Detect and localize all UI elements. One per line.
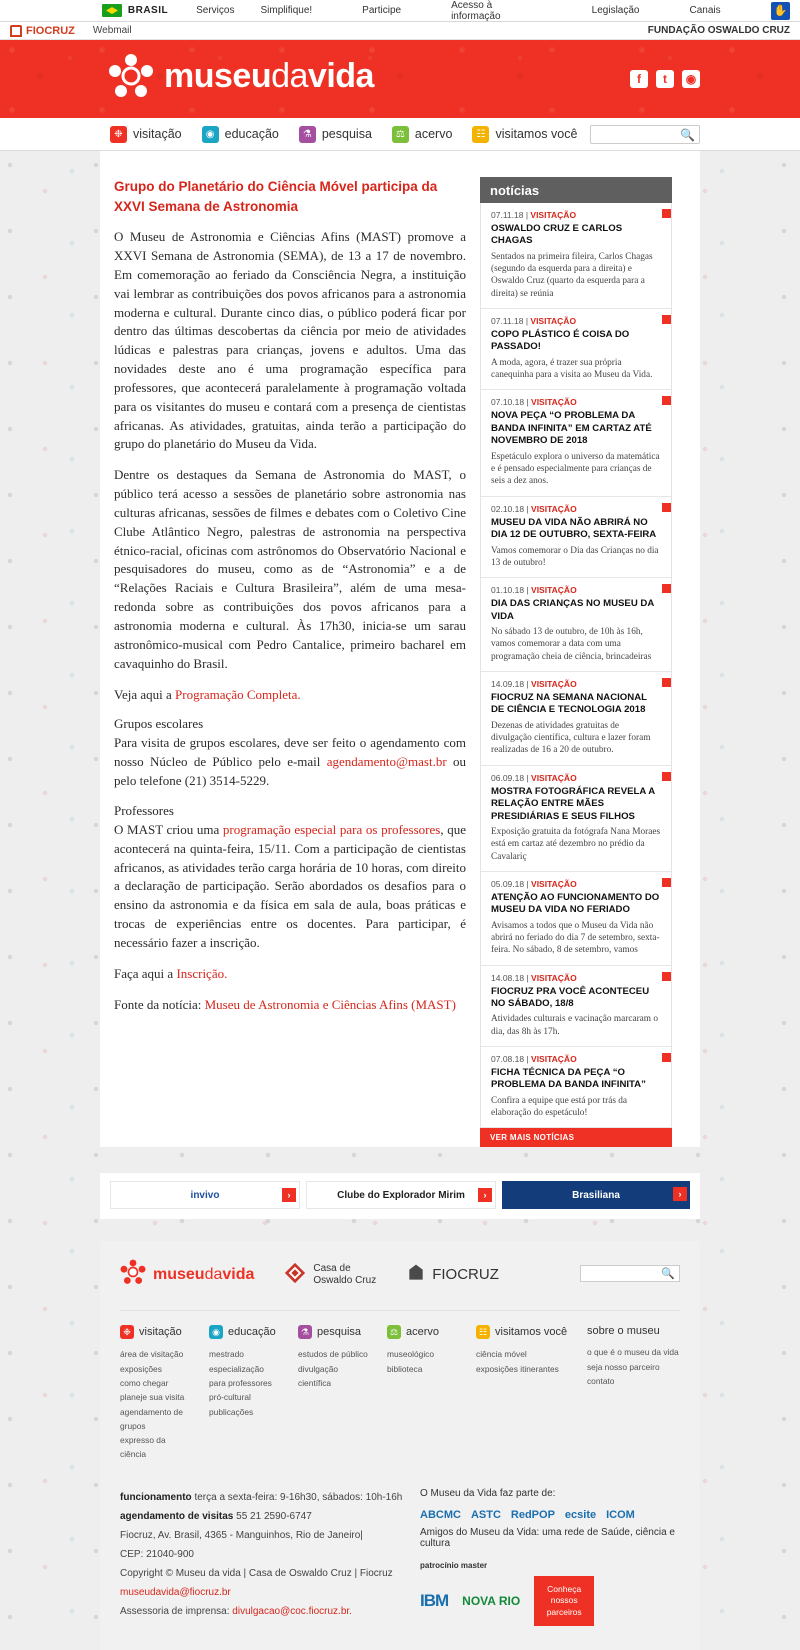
flower-icon: ❉	[120, 1325, 134, 1339]
news-category: VISITAÇÃO	[531, 585, 577, 596]
grupos-escolares-text	[114, 734, 466, 791]
invivo-banner-label: invivo	[190, 1189, 220, 1201]
fiocruz-logo-label: FIOCRUZ	[26, 24, 75, 37]
professores-heading: Professores	[114, 802, 174, 818]
news-date: 02.10.18	[491, 503, 525, 514]
arrow-icon	[662, 396, 671, 405]
footer-column-visitacao	[120, 1325, 191, 1461]
footer-link[interactable]: publicações	[209, 1406, 254, 1417]
fonte-line	[114, 996, 466, 1015]
page-body	[0, 151, 800, 1650]
footer-contact-block	[120, 1488, 420, 1626]
search-icon[interactable]: 🔍	[661, 1268, 675, 1281]
clube-banner-label: Clube do Explorador Mirim	[337, 1189, 465, 1201]
news-meta: 05.09.18 | VISITAÇÃO	[491, 878, 577, 889]
professores-text-2: , que acontecerá na quinta-feira, 15/11. Com a participação de cientistas africanos, as atividades terão carga horária de 10 horas, com direito a declaração de participação. Serão abordados os desafios para o ensino da astronomia e da física em sala de aula, boas práticas e trocas de experiências entre os docentes. Para participar, é necessário fazer a inscrição.	[114, 821, 466, 950]
footer-link[interactable]: como chegar	[120, 1378, 169, 1389]
footer-column-title: acervo	[406, 1326, 440, 1339]
brazil-flag-icon	[102, 4, 122, 17]
footer-column-head[interactable]	[476, 1325, 569, 1339]
news-list	[480, 203, 672, 1128]
footer-column-acervo	[387, 1325, 458, 1461]
arrow-icon: ›	[673, 1187, 687, 1201]
news-title[interactable]: ATENÇÃO AO FUNCIONAMENTO DO MUSEU DA VIDA NO FERIADO	[491, 891, 660, 916]
search-input[interactable]	[590, 125, 700, 144]
instagram-icon[interactable]: ◉	[682, 70, 700, 88]
ecsite-logo[interactable]: ecsite	[564, 1508, 597, 1521]
gov-acesso-informacao-link[interactable]: Acesso à informação	[451, 0, 501, 22]
footer-column-title: educação	[228, 1326, 276, 1339]
footer-link[interactable]: ciência móvel	[476, 1349, 527, 1360]
libras-icon[interactable]: ✋	[771, 2, 790, 20]
press-line	[120, 1602, 420, 1621]
news-title[interactable]: MOSTRA FOTOGRÁFICA REVELA A RELAÇÃO ENTRE MÃES PRESIDIÁRIAS E SEUS FILHOS	[491, 785, 655, 822]
hours-line	[120, 1488, 420, 1507]
booking-line	[120, 1507, 420, 1526]
footer-link[interactable]: especialização	[209, 1363, 264, 1374]
news-category: VISITAÇÃO	[531, 678, 577, 689]
footer-link[interactable]: exposições itinerantes	[476, 1363, 559, 1374]
footer-column-head[interactable]	[587, 1325, 680, 1337]
address-line: Fiocruz, Av. Brasil, 4365 - Manguinhos, Rio de Janeiro|	[120, 1529, 363, 1541]
footer-bottom	[100, 1472, 700, 1650]
footer-column-head[interactable]	[298, 1325, 369, 1339]
logo-vida: vida	[307, 57, 374, 95]
gov-participe-link[interactable]: Participe	[362, 5, 402, 16]
news-meta: 07.10.18 | VISITAÇÃO	[491, 397, 577, 408]
arrow-icon	[662, 315, 671, 324]
page-title: Grupo do Planetário do Ciência Móvel participa da XXVI Semana de Astronomia	[114, 179, 438, 214]
news-category: VISITAÇÃO	[530, 210, 577, 220]
footer-column-sobre-o-museu	[587, 1325, 680, 1461]
gov-brasil-label: BRASIL	[127, 5, 169, 16]
footer-column-title: visitamos você	[495, 1326, 568, 1339]
logo-wordmark	[164, 59, 374, 93]
footer-column-pesquisa	[298, 1325, 369, 1461]
news-title[interactable]: OSWALDO CRUZ E CARLOS CHAGAS	[491, 223, 623, 247]
flower-logo-icon	[108, 53, 154, 99]
coc-label-2: Oswaldo Cruz	[313, 1274, 377, 1286]
fonte-prefix: Fonte da notícia:	[114, 996, 205, 1012]
news-category: VISITAÇÃO	[531, 1054, 577, 1065]
footer-partners-block	[420, 1488, 680, 1626]
footer-column-visitamos-voce	[476, 1325, 569, 1461]
news-desc: Espetáculo explora o universo da matemática e é pensado especialmente para crianças de seis a dez anos.	[491, 451, 660, 487]
footer-email-link[interactable]: museudavida@fiocruz.br	[120, 1586, 231, 1598]
news-date: 14.09.18	[491, 678, 525, 689]
article-paragraph-1: O Museu de Astronomia e Ciências Afins (MAST) promove a XXVI Semana de Astronomia (SEMA), de 13 a 17 de novembro. Em comemoração ao feriado da Consciência Negra, a instituição vai lembrar as contribuições dos povos africanos para a astronomia moderna e cultural. Durante cinco dias, o público poderá ficar por dentro das últimas descobertas da ciência por meio de atividades lúdicas e palestras para crianças, jovens e adultos. Uma das novidades deste ano é uma programação específica para professores, que acontecerá paralelamente à programação voltada para os visitantes do museu e contará com a presença de cientistas africanas. As atividades, gratuitas, ainda terão a participação do grupo do planetário do Museu da Vida.	[114, 229, 466, 452]
gov-simplifique-link[interactable]: Simplifique!	[260, 5, 313, 16]
programacao-completa-link[interactable]: Programação Completa.	[175, 686, 301, 702]
ibm-logo[interactable]: IBM	[420, 1590, 449, 1610]
programacao-professores-link[interactable]: programação especial para os professores	[222, 821, 441, 837]
news-item[interactable]	[481, 497, 671, 578]
hours-label: funcionamento	[120, 1491, 192, 1503]
footer-link[interactable]: mestrado	[209, 1349, 244, 1360]
see-here-line	[114, 686, 466, 705]
brasiliana-banner-label: Brasiliana	[572, 1189, 620, 1201]
nav-label-acervo: acervo	[414, 127, 453, 141]
main-nav	[0, 118, 800, 151]
news-meta: 14.08.18 | VISITAÇÃO	[491, 972, 577, 983]
news-desc: Dezenas de atividades gratuitas de divulgação científica, cultura e lazer foram realizadas de 16 a 20 de outubro.	[491, 720, 651, 756]
flask-icon: ⚗	[298, 1325, 312, 1339]
footer-search-input[interactable]	[580, 1265, 680, 1282]
abcmc-logo[interactable]: ABCMC	[420, 1508, 461, 1521]
footer-link[interactable]: expresso da ciência	[120, 1435, 166, 1460]
arrow-icon	[662, 584, 671, 593]
footer-logo-da: da	[204, 1265, 223, 1283]
news-meta: 07.11.18 | VISITAÇÃO	[491, 210, 577, 220]
nav-label-visitacao: visitação	[133, 127, 182, 141]
news-date: 05.09.18	[491, 878, 525, 889]
footer-top	[100, 1241, 700, 1471]
news-item[interactable]	[481, 672, 671, 766]
footer-column-title: pesquisa	[317, 1326, 362, 1339]
nav-label-educacao: educação	[224, 127, 279, 141]
news-title[interactable]: FIOCRUZ NA SEMANA NACIONAL DE CIÊNCIA E TECNOLOGIA 2018	[491, 691, 647, 716]
inscricao-link[interactable]: Inscrição.	[176, 965, 228, 981]
booking-label: agendamento de visitas	[120, 1510, 234, 1522]
news-heading: notícias	[480, 177, 672, 203]
news-date: 07.11.18	[491, 210, 524, 220]
arrow-icon	[662, 972, 671, 981]
footer-logos	[120, 1259, 680, 1290]
news-category: VISITAÇÃO	[531, 503, 577, 514]
news-title[interactable]: MUSEU DA VIDA NÃO ABRIRÁ NO DIA 12 DE OUTUBRO, SEXTA-FEIRA	[491, 516, 657, 541]
news-title[interactable]: FICHA TÉCNICA DA PEÇA “O PROBLEMA DA BANDA INFINITA”	[491, 1067, 646, 1091]
invivo-banner[interactable]	[110, 1181, 300, 1209]
inscricao-line	[114, 965, 466, 984]
flower-logo-icon	[120, 1259, 146, 1290]
sponsor-label: patrocínio master	[420, 1560, 488, 1570]
news-category: VISITAÇÃO	[531, 878, 577, 889]
logo-da: da	[271, 57, 308, 95]
footer-link[interactable]: pró-cultural	[209, 1392, 251, 1403]
footer-link[interactable]: o que é o museu da vida	[586, 1347, 679, 1358]
partof-label: O Museu da Vida faz parte de:	[420, 1487, 556, 1499]
news-item[interactable]	[481, 390, 671, 496]
archive-icon: ⚖	[387, 1325, 401, 1339]
footer-link[interactable]: estudos de público	[298, 1349, 368, 1360]
news-category: VISITAÇÃO	[530, 316, 577, 326]
partner-logos	[420, 1509, 680, 1521]
news-category: VISITAÇÃO	[531, 772, 577, 783]
arrow-icon	[662, 678, 671, 687]
fiocruz-mark-icon	[10, 25, 22, 37]
news-meta: 07.08.18 | VISITAÇÃO	[491, 1054, 577, 1065]
news-desc: Avisamos a todos que o Museu da Vida não abrirá no feriado do dia 7 de setembro, sexta-feira. No sábado, 8 de setembro, vamos	[491, 920, 660, 956]
news-meta: 06.09.18 | VISITAÇÃO	[491, 772, 577, 783]
news-meta: 01.10.18 | VISITAÇÃO	[491, 585, 577, 596]
redpop-logo[interactable]: RedPOP	[510, 1508, 555, 1521]
footer-link[interactable]: planeje sua visita	[120, 1392, 185, 1403]
cep-line: CEP: 21040-900	[120, 1548, 194, 1560]
footer-column-head[interactable]	[120, 1325, 191, 1339]
content-container	[100, 151, 700, 1147]
coc-mark-icon	[284, 1262, 306, 1288]
footer-casa-oswaldo-cruz-logo[interactable]	[284, 1262, 376, 1288]
news-desc: Atividades culturais e vacinação marcaram o dia, das 8h às 17h.	[491, 1014, 659, 1037]
news-item[interactable]	[481, 1047, 671, 1128]
fiocruz-logo[interactable]	[10, 25, 75, 37]
footer-columns	[120, 1310, 680, 1461]
clube-explorador-mirim-banner[interactable]	[306, 1181, 496, 1209]
nav-item-visitacao[interactable]	[110, 126, 182, 143]
news-meta: 14.09.18 | VISITAÇÃO	[491, 678, 577, 689]
news-desc: Exposição gratuita da fotógrafa Nana Moraes está em cartaz até dezembro no prédio da Cavalariç	[491, 827, 661, 862]
arrow-icon	[662, 772, 671, 781]
footer-museu-da-vida-logo[interactable]	[120, 1259, 254, 1290]
nav-item-acervo[interactable]	[392, 126, 453, 143]
news-category: VISITAÇÃO	[531, 972, 577, 983]
gov-legislacao-link[interactable]: Legislação	[591, 5, 640, 16]
nav-item-visitamos-voce[interactable]	[472, 126, 577, 143]
banner-strip	[100, 1173, 700, 1219]
globe-icon: ◉	[202, 126, 219, 143]
coc-label	[313, 1263, 376, 1287]
grupos-escolares-text-2: ou pelo telefone (21) 3514-5229.	[114, 754, 466, 789]
footer-column-title: visitação	[139, 1326, 182, 1339]
news-desc: A moda, agora, é trazer sua própria canequinha para a visita ao Museu da Vida.	[491, 357, 653, 381]
social-links	[630, 70, 700, 88]
archive-icon: ⚖	[392, 126, 409, 143]
astc-logo[interactable]: ASTC	[470, 1508, 501, 1521]
news-column	[480, 169, 680, 1147]
footer-link[interactable]: área de visitação	[120, 1349, 184, 1360]
fiocruz-mark-icon	[406, 1263, 426, 1287]
brasiliana-banner[interactable]	[502, 1181, 690, 1209]
news-title[interactable]: COPO PLÁSTICO É COISA DO PASSADO!	[491, 329, 630, 353]
arrow-icon	[662, 1053, 671, 1062]
footer-link[interactable]: contato	[586, 1376, 615, 1387]
booking-value: 55 21 2590-6747	[236, 1510, 312, 1522]
footer-logo-wordmark	[153, 1266, 254, 1284]
flask-icon: ⚗	[299, 126, 316, 143]
news-desc: Vamos comemorar o Dia das Crianças no dia 13 de outubro!	[491, 545, 659, 568]
nova-rio-logo[interactable]: NOVA RIO	[462, 1593, 521, 1608]
coc-label-1: Casa de	[313, 1262, 351, 1274]
gov-servicos-link[interactable]: Serviços	[196, 5, 235, 16]
news-meta: 02.10.18 | VISITAÇÃO	[491, 503, 577, 514]
arrow-icon	[662, 209, 671, 218]
news-item[interactable]	[481, 872, 671, 966]
see-here-prefix: Veja aqui a	[114, 686, 176, 702]
footer-link[interactable]: divulgação científica	[298, 1363, 339, 1389]
footer-logo-vida: vida	[222, 1265, 255, 1283]
news-date: 07.11.18	[491, 316, 524, 326]
search-icon[interactable]: 🔍	[680, 128, 695, 142]
footer-column-educacao	[209, 1325, 280, 1461]
news-item[interactable]	[481, 578, 671, 672]
news-meta: 07.11.18 | VISITAÇÃO	[491, 316, 577, 326]
news-date: 06.09.18	[491, 772, 525, 783]
footer-column-head[interactable]	[387, 1325, 458, 1339]
news-title[interactable]: FIOCRUZ PRA VOCÊ ACONTECEU NO SÁBADO, 18/8	[491, 985, 650, 1010]
news-desc: No sábado 13 de outubro, de 10h às 16h, vamos comemorar a data com uma programação cheia de ciência, brincadeiras	[491, 627, 652, 662]
twitter-icon[interactable]: t	[656, 70, 674, 88]
news-date: 07.10.18	[491, 397, 525, 408]
professores-text	[114, 821, 466, 953]
news-date: 14.08.18	[491, 972, 525, 983]
arrow-icon: ›	[282, 1188, 296, 1202]
news-desc: Confira a equipe que está por trás da elaboração do espetáculo!	[491, 1095, 628, 1119]
gov-canais-link[interactable]: Canais	[689, 5, 721, 16]
footer-column-title: sobre o museu	[586, 1325, 660, 1338]
grupos-escolares-heading: Grupos escolares	[114, 716, 204, 732]
museu-da-vida-logo[interactable]	[108, 53, 374, 99]
footer-link[interactable]: agendamento de grupos	[120, 1406, 183, 1431]
agendamento-email-link[interactable]: agendamento@mast.br	[326, 754, 447, 770]
bus-icon: ☷	[472, 126, 489, 143]
professores-text-1: O MAST criou uma	[114, 821, 223, 837]
icom-logo[interactable]: ICOM	[606, 1508, 635, 1521]
sponsor-logos	[420, 1576, 680, 1626]
footer-link[interactable]: biblioteca	[387, 1363, 423, 1374]
news-title[interactable]: NOVA PEÇA “O PROBLEMA DA BANDA INFINITA” EM CARTAZ ATÉ NOVEMBRO DE 2018	[491, 410, 652, 447]
bus-icon: ☷	[476, 1325, 490, 1339]
news-item[interactable]	[481, 309, 671, 390]
fiocruz-institution-label: FUNDAÇÃO OSWALDO CRUZ	[647, 25, 790, 36]
press-label: Assessoria de imprensa:	[120, 1605, 233, 1617]
gov-bar	[0, 0, 800, 22]
footer-link[interactable]: para professores	[209, 1378, 272, 1389]
grupos-escolares-text-1: Para visita de grupos escolares, deve ser feito o agendamento com nosso Núcleo de Público pelo e-mail	[114, 735, 466, 770]
inscricao-prefix: Faça aqui a	[114, 965, 177, 981]
news-date: 07.08.18	[491, 1054, 525, 1065]
footer-link[interactable]: museológico	[387, 1349, 435, 1360]
footer-link[interactable]: exposições	[120, 1363, 162, 1374]
ver-mais-noticias-button[interactable]: VER MAIS NOTÍCIAS	[480, 1128, 672, 1147]
copyright-line: Copyright © Museu da vida | Casa de Oswaldo Cruz | Fiocruz	[120, 1567, 393, 1579]
news-title[interactable]: DIA DAS CRIANÇAS NO MUSEU DA VIDA	[491, 598, 654, 622]
news-item[interactable]	[481, 766, 671, 872]
arrow-icon	[662, 503, 671, 512]
nav-item-educacao[interactable]	[202, 126, 279, 143]
logo-museu: museu	[164, 57, 272, 95]
footer-fiocruz-label: FIOCRUZ	[432, 1266, 499, 1284]
footer-column-head[interactable]	[209, 1325, 280, 1339]
news-category: VISITAÇÃO	[531, 397, 577, 408]
arrow-icon	[662, 878, 671, 887]
news-item[interactable]	[481, 203, 671, 309]
friends-label: Amigos do Museu da Vida: uma rede de Saúde, ciência e cultura	[420, 1526, 675, 1549]
article-paragraph-2: Dentre os destaques da Semana de Astronomia do MAST, o público terá acesso a sessões de planetário sobre astronomia nas culturas africanas, sessões de filmes e debates com o Coletivo Cine Clube Atlântico Negro, palestras de astronomia na perspectiva étnico-racial, oficinas com astrônomos do Observatório Nacional e pesquisadores do museu, como as de “Astronomia” e a de “Relações Raciais e Cultura Brasileira”, além de uma mesa-redonda sobre as contribuições dos povos africanos para a astronomia moderna e cultural. Às 17h30, inicia-se um sarau astronômico-musical com Pedro Cantalice, primeiro bacharel em cavaquinho do Brasil.	[114, 467, 466, 671]
hours-value: terça a sexta-feira: 9-16h30, sábados: 10h-16h	[194, 1491, 403, 1503]
nav-item-pesquisa[interactable]	[299, 126, 372, 143]
flower-icon: ❉	[110, 126, 127, 143]
press-email-link[interactable]: divulgacao@coc.fiocruz.br.	[232, 1605, 352, 1617]
arrow-icon: ›	[478, 1188, 492, 1202]
fonte-link[interactable]: Museu de Astronomia e Ciências Afins (MAST)	[204, 996, 456, 1012]
news-item[interactable]	[481, 966, 671, 1047]
footer-logo-museu: museu	[153, 1265, 205, 1283]
facebook-icon[interactable]: f	[630, 70, 648, 88]
news-desc: Sentados na primeira fileira, Carlos Chagas (segundo da esquerda para a direita) e Oswaldo Cruz (quarto da esquerda para a direita) se reúnia	[491, 251, 653, 299]
news-date: 01.10.18	[491, 585, 525, 596]
article-column	[100, 169, 480, 1147]
conheca-parceiros-button[interactable]: Conheça nossos parceiros	[534, 1576, 594, 1626]
globe-icon: ◉	[209, 1325, 223, 1339]
nav-label-pesquisa: pesquisa	[321, 127, 372, 141]
fiocruz-bar	[0, 22, 800, 40]
footer-link[interactable]: seja nosso parceiro	[586, 1361, 660, 1372]
webmail-link[interactable]: Webmail	[92, 25, 132, 36]
nav-label-visitamos-voce: visitamos você	[495, 127, 578, 141]
site-header	[0, 40, 800, 118]
footer-fiocruz-logo[interactable]	[406, 1263, 499, 1287]
